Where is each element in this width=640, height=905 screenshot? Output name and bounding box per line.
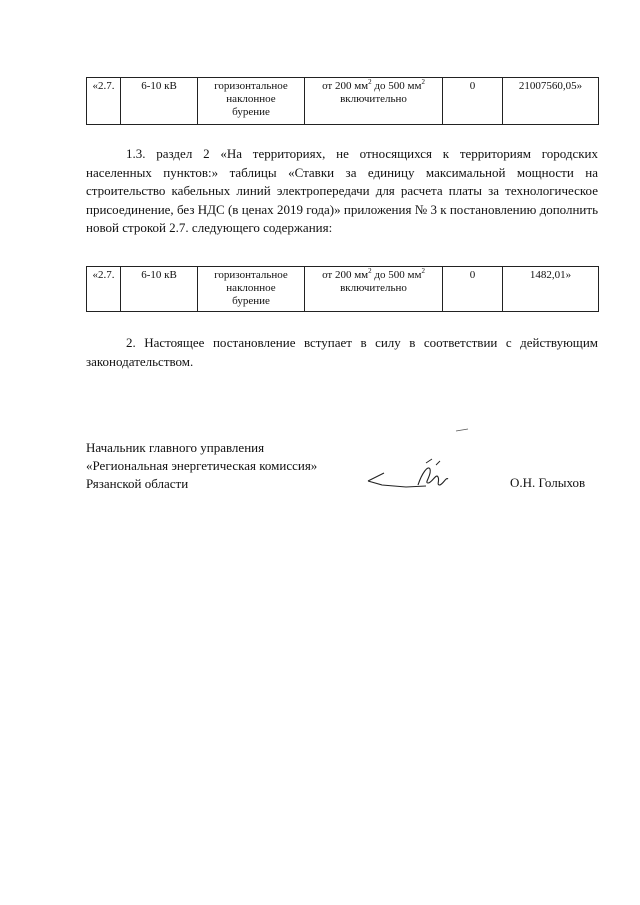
method-line: бурение [232, 106, 270, 118]
superscript: 2 [421, 78, 425, 86]
signatory-line: Начальник главного управления [86, 440, 265, 455]
method-cell [198, 78, 305, 125]
method-line: горизонтальное [214, 269, 288, 281]
rate-value-cell: 21007560,05» [503, 78, 599, 125]
method-line: наклонное [226, 282, 276, 294]
signatory-line: Рязанской области [86, 476, 189, 491]
method-line: горизонтальное [214, 80, 288, 92]
section-from: от 200 мм [322, 269, 369, 281]
method-line: бурение [232, 295, 270, 307]
table-row [87, 78, 599, 125]
section-from: от 200 мм [322, 80, 369, 92]
handwritten-signature [366, 455, 456, 495]
voltage-cell: 6-10 кВ [121, 267, 198, 312]
table-row [87, 267, 599, 312]
row-number: «2.7. [87, 78, 121, 125]
method-line: наклонное [226, 93, 276, 105]
signatory-title [86, 439, 317, 493]
row-number: «2.7. [87, 267, 121, 312]
section-inclusive: включительно [340, 282, 407, 294]
rates-table-urban [86, 77, 599, 125]
cross-section-cell [305, 78, 443, 125]
section-to: до 500 мм [371, 269, 422, 281]
zero-cell: 0 [443, 267, 503, 312]
section-to: до 500 мм [371, 80, 422, 92]
method-cell [198, 267, 305, 312]
cross-section-cell [305, 267, 443, 312]
signatory-line: «Региональная энергетическая комиссия» [86, 458, 318, 473]
section-inclusive: включительно [340, 93, 407, 105]
zero-cell: 0 [443, 78, 503, 125]
signatory-name: О.Н. Голыхов [510, 475, 586, 490]
rate-value-cell: 1482,01» [503, 267, 599, 312]
rates-table-rural [86, 266, 599, 312]
superscript: 2 [368, 267, 372, 275]
voltage-cell: 6-10 кВ [121, 78, 198, 125]
pen-mark [455, 428, 469, 432]
effective-date-paragraph: 2. Настоящее постановление вступает в силу в соответствии с действующим законодательством. [86, 335, 598, 369]
superscript: 2 [368, 78, 372, 86]
superscript: 2 [421, 267, 425, 275]
amendment-paragraph: 1.3. раздел 2 «На территориях, не относящихся к территориям городских населенных пунктов:» таблицы «Ставки за единицу максимальной мощности на строительство кабельных линий электропередачи для расчета платы за технологическое присоединение, без НДС (в ценах 2019 года)» приложения № 3 к постановлению дополнить новой строкой 2.7. следующего содержания: [86, 146, 598, 235]
